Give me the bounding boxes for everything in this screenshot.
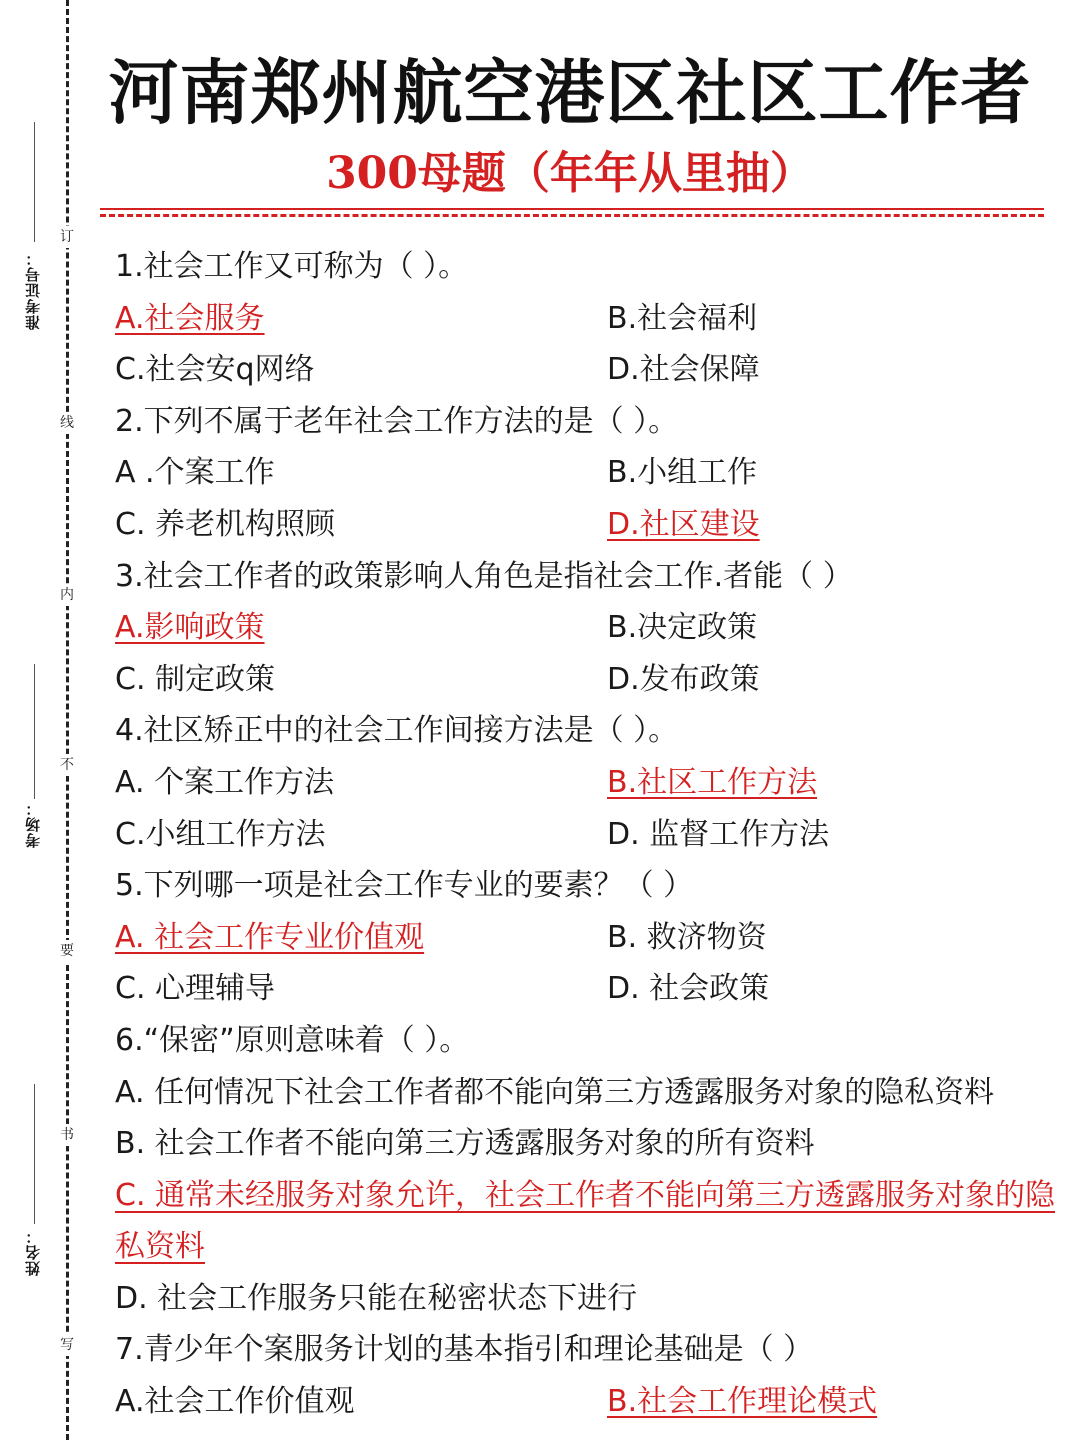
option-row [115, 1170, 1065, 1273]
binding-dashed-line [66, 0, 69, 1440]
question-stem: 6.“保密”原则意味着（ ）。 [115, 1022, 470, 1058]
question-stem: 1.社会工作又可称为（ ）。 [115, 249, 469, 284]
binding-word: 要 [59, 940, 75, 962]
option-row [115, 293, 1065, 345]
option: C.小组工作方法 [115, 816, 326, 852]
binding-word: 书 [59, 1124, 75, 1146]
binding-word: 写 [59, 1334, 75, 1356]
question-list [115, 241, 1065, 1428]
name-label: 姓名： [23, 1228, 42, 1276]
option-row [115, 1376, 1065, 1428]
option: A. 个案工作方法 [115, 764, 335, 800]
option: C.社会安q网络 [115, 352, 315, 388]
option-row [115, 602, 1065, 654]
binding-word: 内 [59, 584, 75, 606]
question-stem: 2.下列不属于老年社会工作方法的是（ ）。 [115, 403, 679, 439]
option-answer: A.影响政策 [115, 610, 265, 646]
option: D. 监督工作方法 [607, 816, 830, 852]
option: D.发布政策 [607, 661, 760, 697]
option-row [115, 447, 1065, 499]
exam-id-label: 准考证号： [23, 250, 42, 330]
option: A .个案工作 [115, 455, 275, 491]
question-stem: 3.社会工作者的政策影响人角色是指社会工作.者能（ ） [115, 558, 853, 594]
option-row [115, 654, 1065, 706]
question-stem: 4.社区矫正中的社会工作间接方法是（ ）。 [115, 713, 679, 749]
option-answer: B.社区工作方法 [607, 764, 818, 800]
option: C. 心理辅导 [115, 971, 276, 1007]
binding-word: 不 [59, 754, 75, 776]
option-row [115, 757, 1065, 809]
exam-room-field [6, 800, 58, 848]
name-field [6, 1228, 58, 1276]
name-underline [34, 1084, 35, 1224]
option: B.社会福利 [607, 300, 758, 336]
question-stem: 7.青少年个案服务计划的基本指引和理论基础是（ ） [115, 1332, 814, 1368]
option: B. 救济物资 [607, 919, 767, 955]
option-row [115, 963, 1065, 1015]
page-subtitle: 300母题（年年从里抽） [326, 148, 814, 199]
option: B. 社会工作者不能向第三方透露服务对象的所有资料 [115, 1126, 815, 1162]
option: B.小组工作 [607, 455, 758, 491]
option-row [115, 344, 1065, 396]
option-answer: B.社会工作理论模式 [607, 1384, 878, 1420]
header-dashed-divider [100, 214, 1044, 217]
exam-id-underline [34, 122, 35, 242]
exam-room-label: 考场： [23, 800, 42, 848]
option: B.决定政策 [607, 610, 758, 646]
option: D.社会保障 [607, 352, 760, 388]
question-stem: 5.下列哪一项是社会工作专业的要素？（ ） [115, 868, 694, 904]
option-row [115, 809, 1065, 861]
option: D. 社会工作服务只能在秘密状态下进行 [115, 1280, 638, 1316]
option-answer: A.社会服务 [115, 300, 265, 336]
option-row [115, 912, 1065, 964]
option: D. 社会政策 [607, 971, 770, 1007]
option-answer: D.社区建设 [607, 506, 760, 542]
option: A. 任何情况下社会工作者都不能向第三方透露服务对象的隐私资料 [115, 1074, 995, 1110]
binding-word: 线 [59, 412, 75, 434]
header-divider [100, 208, 1044, 210]
page-title: 河南郑州航空港区社区工作者 [108, 51, 1032, 134]
option: A.社会工作价值观 [115, 1384, 355, 1420]
option: C. 制定政策 [115, 661, 276, 697]
option-answer: A. 社会工作专业价值观 [115, 919, 425, 955]
option-row [115, 499, 1065, 551]
option-answer: C. 通常未经服务对象允许，社会工作者不能向第三方透露服务对象的隐私资料 [115, 1177, 1056, 1265]
exam-room-underline [34, 664, 35, 799]
option: C. 养老机构照顾 [115, 506, 336, 542]
exam-id-field [6, 250, 58, 330]
binding-word: 订 [59, 226, 75, 248]
